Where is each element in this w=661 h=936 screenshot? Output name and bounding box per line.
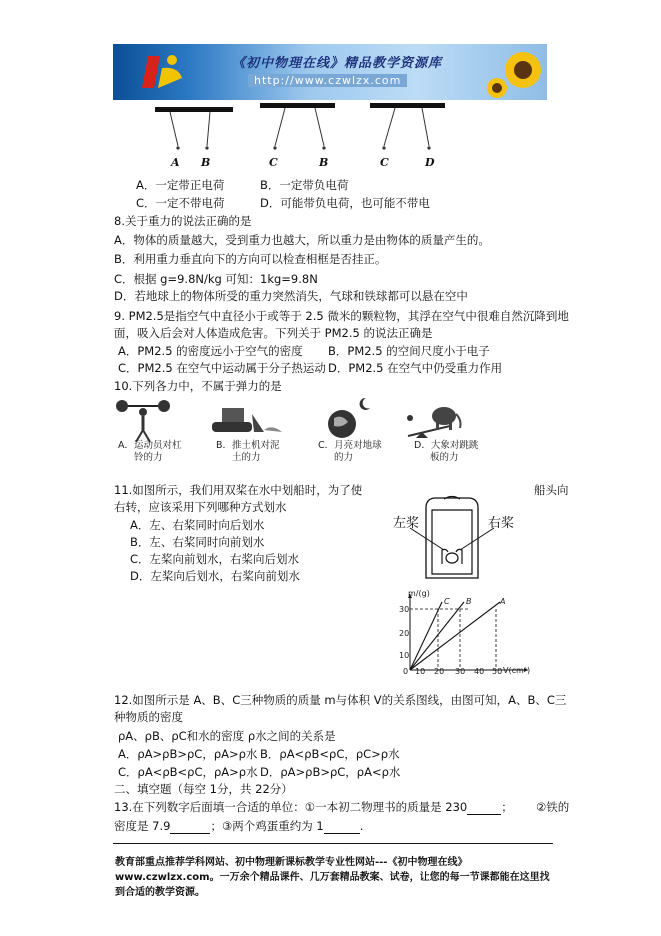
q9-stem-line1: 9. PM2.5是指空气中直径小于或等于 2.5 微米的颗粒物，其浮在空气中很难自然沉降到地 — [114, 309, 569, 323]
q13-line1-end: ②铁的 — [536, 800, 570, 814]
q11-stem-line1: 11.如图所示，我们用双桨在水中划船时，为了使 — [114, 483, 363, 497]
q11-option-a: A．左、右桨同时向后划水 — [130, 518, 265, 532]
q13-line1: 13.在下列数字后面填一合适的单位：①一本初二物理书的质量是 230 ； — [114, 800, 513, 814]
line-a — [410, 602, 500, 670]
q10-caption-a: A．运动员对杠 铃的力 — [118, 440, 182, 463]
q12-stem-line3: ρA、ρB、ρC和水的密度 ρ水之间的关系是 — [118, 729, 336, 743]
rod-3 — [370, 103, 445, 108]
q8-option-b: B．利用重力垂直向下的方向可以检查相框是否挂正。 — [114, 252, 387, 266]
q9-option-c: C．PM2.5 在空气中运动属于分子热运动 — [118, 361, 326, 375]
footer-text: 教育部重点推荐学科网站、初中物理新课标教学专业性网站---《初中物理在线》www.czwlzx.com。一万余个精品课件、几万套精品教案、试卷，让您的每一节课都能在这里找到合适的教学资源。 — [115, 857, 550, 898]
y-tick-10: 10 — [399, 651, 410, 660]
weightlifter-icon — [116, 400, 170, 442]
q12-option-a: A．ρA>ρB>ρC，ρA>ρ水 — [118, 747, 258, 761]
boat-figure — [388, 492, 528, 584]
graph-xlabel: V(cm³) — [503, 666, 531, 675]
q13-blank-3[interactable] — [324, 821, 360, 834]
q12-option-b: B．ρA<ρB<ρC，ρC>ρ水 — [260, 747, 400, 761]
footer-divider — [113, 843, 553, 844]
q11-stem-line1-end: 船头向 — [534, 483, 569, 497]
q13-line2: 密度是 7.9 ；③两个鸡蛋重约为 1 . — [114, 819, 364, 833]
x-tick-50: 50 — [492, 667, 503, 676]
y-tick-30: 30 — [399, 605, 410, 614]
q11-stem-line2: 右转，应该采用下列哪种方式划水 — [114, 500, 287, 514]
right-oar-label: 右桨 — [488, 516, 515, 531]
rod-2 — [260, 103, 335, 108]
earth-moon-icon — [328, 398, 370, 438]
q13-blank-1[interactable] — [467, 802, 501, 815]
graph-origin: 0 — [403, 667, 409, 676]
sunflower-icon — [485, 44, 547, 100]
q7-option-d: D．可能带负电荷，也可能不带电 — [260, 196, 430, 210]
q9-option-b: B．PM2.5 的空间尺度小于电子 — [328, 344, 490, 358]
line-b-label: B — [466, 597, 472, 606]
elephant-seesaw-icon — [407, 407, 461, 438]
q11-option-d: D．左桨向后划水，右桨向前划水 — [130, 569, 300, 583]
q8-option-c: C．根据 g=9.8N/kg 可知：1kg=9.8N — [114, 272, 318, 286]
q12-option-d: D．ρA>ρB>ρC，ρA<ρ水 — [260, 765, 401, 779]
q7-option-c: C．一定不带电荷 — [136, 196, 225, 210]
q7-label-d: D — [425, 156, 435, 169]
q7-label-c2: C — [380, 156, 389, 169]
line-a-label: A — [500, 597, 506, 606]
line-c-label: C — [444, 597, 450, 606]
q7-label-c1: C — [269, 156, 278, 169]
q10-caption-c: C．月亮对地球 的力 — [318, 440, 382, 463]
q12-stem-line2: 种物质的密度 — [114, 710, 183, 724]
q7-label-a: A — [171, 156, 180, 169]
q8-option-d: D．若地球上的物体所受的重力突然消失，气球和铁球都可以悬在空中 — [114, 289, 468, 303]
q13-blank-2[interactable] — [170, 821, 210, 834]
q10-caption-b: B．推土机对泥 土的力 — [216, 440, 280, 463]
logo-icon — [138, 48, 188, 96]
q9-stem-line2: 面，吸入后会对人体造成危害。下列关于 PM2.5 的说法正确是 — [114, 326, 433, 340]
left-oar-label: 左桨 — [393, 516, 420, 531]
q7-label-b2: B — [319, 156, 329, 169]
q12-option-c: C．ρA<ρB<ρC，ρA>ρ水 — [118, 765, 258, 779]
q12-stem-line1: 12.如图所示是 A、B、C三种物质的质量 m与体积 V的关系图线，由图可知，A、B、C三 — [114, 693, 567, 707]
x-tick-20: 20 — [434, 667, 445, 676]
bulldozer-icon — [212, 408, 282, 432]
q7-option-a: A．一定带正电荷 — [136, 178, 225, 192]
q7-label-b1: B — [201, 156, 211, 169]
x-tick-10: 10 — [415, 667, 426, 676]
banner-title: 《初中物理在线》精品教学资源库 — [232, 56, 443, 71]
y-tick-20: 20 — [399, 629, 410, 638]
q9-option-a: A．PM2.5 的密度远小于空气的密度 — [118, 344, 303, 358]
q8-stem: 8.关于重力的说法正确的是 — [114, 214, 252, 228]
section-2-title: 二、填空题（每空 1分，共 22分） — [114, 782, 293, 796]
x-tick-40: 40 — [474, 667, 485, 676]
banner-url[interactable]: http://www.czwlzx.com — [248, 74, 407, 87]
q7-figure — [150, 100, 450, 170]
q11-option-c: C．左桨向前划水，右桨向后划水 — [130, 552, 300, 566]
rod-1 — [155, 107, 233, 112]
q10-caption-d: D．大象对跳跳 板的力 — [414, 440, 479, 463]
q11-option-b: B．左、右桨同时向前划水 — [130, 535, 265, 549]
q8-option-a: A．物体的质量越大，受到重力也越大，所以重力是由物体的质量产生的。 — [114, 233, 490, 247]
q9-option-d: D．PM2.5 在空气中仍受重力作用 — [328, 361, 503, 375]
graph-ylabel: m/(g) — [408, 589, 430, 598]
x-tick-30: 30 — [455, 667, 466, 676]
q7-option-b: B．一定带负电荷 — [260, 178, 349, 192]
q10-stem: 10.下列各力中，不属于弹力的是 — [114, 379, 282, 393]
